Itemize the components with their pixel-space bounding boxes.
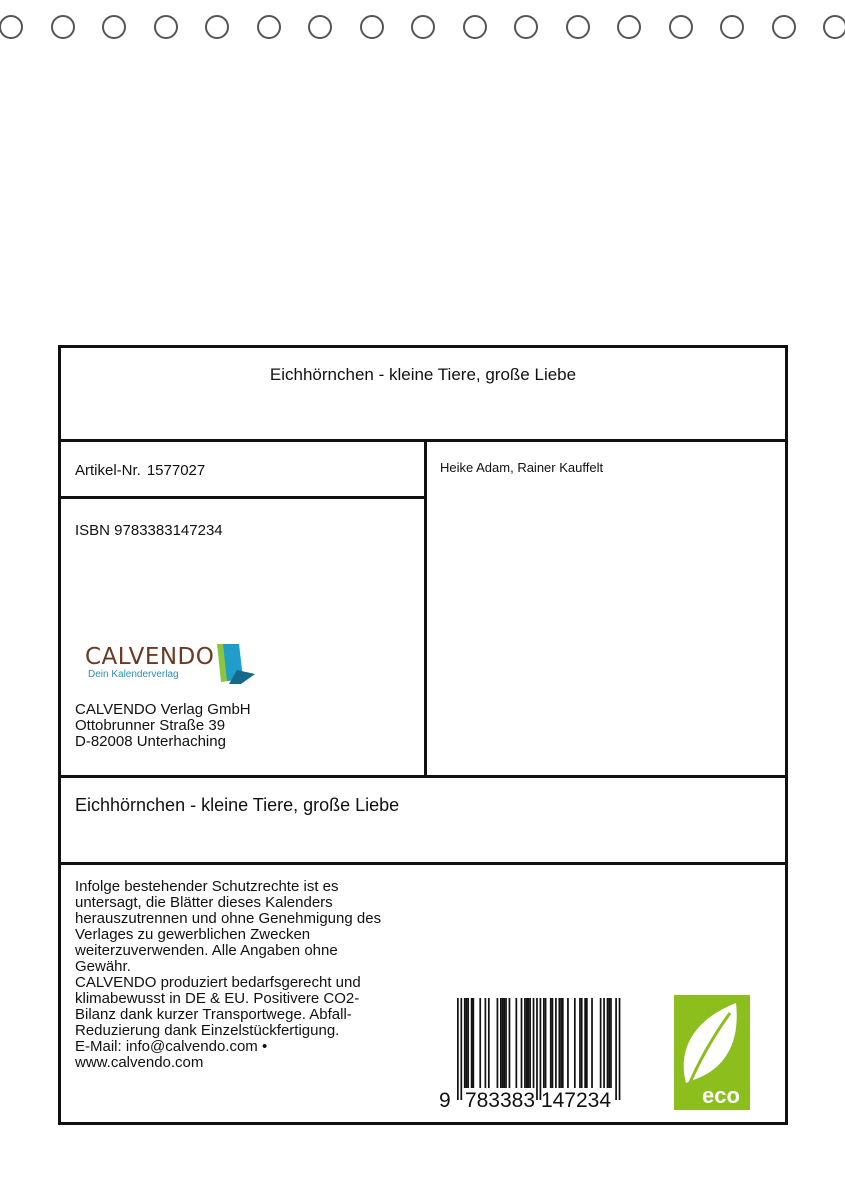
barcode-bar <box>515 998 517 1088</box>
address-line: D-82008 Unterhaching <box>75 733 226 750</box>
binding-ring <box>823 15 845 39</box>
calendar-page-icon <box>217 644 257 684</box>
barcode-bar <box>584 998 586 1088</box>
barcode-bar <box>540 998 542 1100</box>
divider <box>61 862 785 865</box>
legal-line: herauszutrennen und ohne Genehmigung des <box>75 910 382 927</box>
ean-barcode <box>439 993 629 1113</box>
barcode-bar <box>509 998 511 1088</box>
barcode-bar <box>567 998 569 1088</box>
binding-ring <box>205 15 229 39</box>
binding-ring <box>0 15 23 39</box>
barcode-bar <box>586 998 588 1088</box>
isbn: ISBN 9783383147234 <box>75 522 223 539</box>
barcode-bar <box>460 998 462 1100</box>
barcode-bar <box>467 998 469 1088</box>
binding-ring <box>669 15 693 39</box>
barcode-bar <box>471 998 473 1088</box>
barcode-bar <box>603 998 605 1088</box>
eco-label: eco <box>702 1083 740 1108</box>
article-label: Artikel-Nr. <box>75 462 141 479</box>
legal-line: untersagt, die Blätter dieses Kalenders <box>75 894 333 911</box>
binding-ring <box>360 15 384 39</box>
barcode-bar <box>607 998 609 1088</box>
article-number <box>75 462 205 479</box>
barcode-bar <box>497 998 499 1088</box>
divider <box>424 439 427 777</box>
binding-ring <box>308 15 332 39</box>
binding-ring <box>566 15 590 39</box>
barcode-bar <box>479 998 481 1088</box>
address-line: CALVENDO Verlag GmbH <box>75 701 251 718</box>
legal-line: Reduzierung dank Einzelstückfertigung. <box>75 1022 340 1039</box>
binding-ring <box>617 15 641 39</box>
binding-ring <box>154 15 178 39</box>
barcode-bar <box>536 998 538 1100</box>
barcode-bar <box>502 998 504 1088</box>
barcode-bar <box>464 998 466 1088</box>
barcode-bar <box>472 998 474 1088</box>
calendar-back-sheet <box>58 345 788 1125</box>
barcode-bar <box>550 998 552 1088</box>
authors: Heike Adam, Rainer Kauffelt <box>440 460 604 475</box>
barcode-first-digit: 9 <box>439 1089 451 1112</box>
barcode-bar <box>552 998 554 1088</box>
legal-line: weiterzuverwenden. Alle Angaben ohne <box>75 942 338 959</box>
divider <box>61 439 785 442</box>
binding-ring <box>411 15 435 39</box>
article-number-value: 1577027 <box>146 462 206 479</box>
address-line: Ottobrunner Straße 39 <box>75 717 226 734</box>
barcode-bar <box>600 998 602 1088</box>
calvendo-logo <box>85 644 257 686</box>
binding-ring <box>102 15 126 39</box>
barcode-bar <box>574 998 576 1088</box>
barcode-bar <box>579 998 581 1088</box>
barcode-bar <box>591 998 593 1088</box>
binding-rings <box>0 13 845 43</box>
barcode-right-group: 147234 <box>540 1089 612 1112</box>
barcode-bar <box>562 998 564 1088</box>
barcode-bar <box>500 998 502 1088</box>
barcode-bar <box>521 998 523 1088</box>
binding-ring <box>514 15 538 39</box>
barcode-bar <box>503 998 505 1088</box>
barcode-bar <box>457 998 459 1100</box>
barcode-bar <box>560 998 562 1088</box>
barcode-bar <box>619 998 621 1100</box>
legal-line: Verlages zu gewerblichen Zwecken <box>75 926 311 943</box>
barcode-bar <box>555 998 557 1088</box>
binding-ring <box>720 15 744 39</box>
legal-notice <box>75 879 420 1071</box>
calendar-title: Eichhörnchen - kleine Tiere, große Liebe <box>269 365 577 384</box>
barcode-bar <box>524 998 526 1088</box>
eco-badge <box>674 995 750 1110</box>
divider <box>61 496 424 499</box>
barcode-bar <box>533 998 535 1088</box>
binding-ring <box>51 15 75 39</box>
calendar-subtitle: Eichhörnchen - kleine Tiere, große Liebe <box>75 795 400 815</box>
barcode-left-group: 783383 <box>464 1089 536 1112</box>
barcode-bar <box>488 998 490 1088</box>
barcode-bar <box>558 998 560 1088</box>
legal-line: www.calvendo.com <box>75 1054 204 1071</box>
logo-wordmark: CALVENDO <box>85 644 215 670</box>
barcode-bar <box>545 998 547 1088</box>
barcode-bar <box>529 998 531 1088</box>
barcode-bar <box>466 998 468 1088</box>
barcode-bar <box>610 998 612 1088</box>
legal-line: Gewähr. <box>75 958 131 975</box>
barcode-bar <box>526 998 528 1088</box>
legal-line: Bilanz dank kurzer Transportwege. Abfall- <box>75 1006 352 1023</box>
binding-ring <box>257 15 281 39</box>
barcode-bar <box>528 998 530 1088</box>
barcode-bar <box>543 998 545 1088</box>
barcode-bar <box>505 998 507 1088</box>
divider <box>61 775 785 778</box>
legal-line: Infolge bestehender Schutzrechte ist es <box>75 878 339 895</box>
legal-line: CALVENDO produziert bedarfsgerecht und <box>75 974 361 991</box>
barcode-bar <box>485 998 487 1088</box>
logo-tagline: Dein Kalenderverlag <box>88 669 179 680</box>
barcode-bar <box>615 998 617 1100</box>
barcode-bar <box>581 998 583 1088</box>
barcode-bar <box>608 998 610 1088</box>
binding-ring <box>463 15 487 39</box>
publisher-address <box>75 702 251 750</box>
legal-line: klimabewusst in DE & EU. Positivere CO2- <box>75 990 360 1007</box>
barcode-bars <box>457 998 620 1100</box>
legal-line: E-Mail: info@calvendo.com • <box>75 1038 268 1055</box>
binding-ring <box>772 15 796 39</box>
